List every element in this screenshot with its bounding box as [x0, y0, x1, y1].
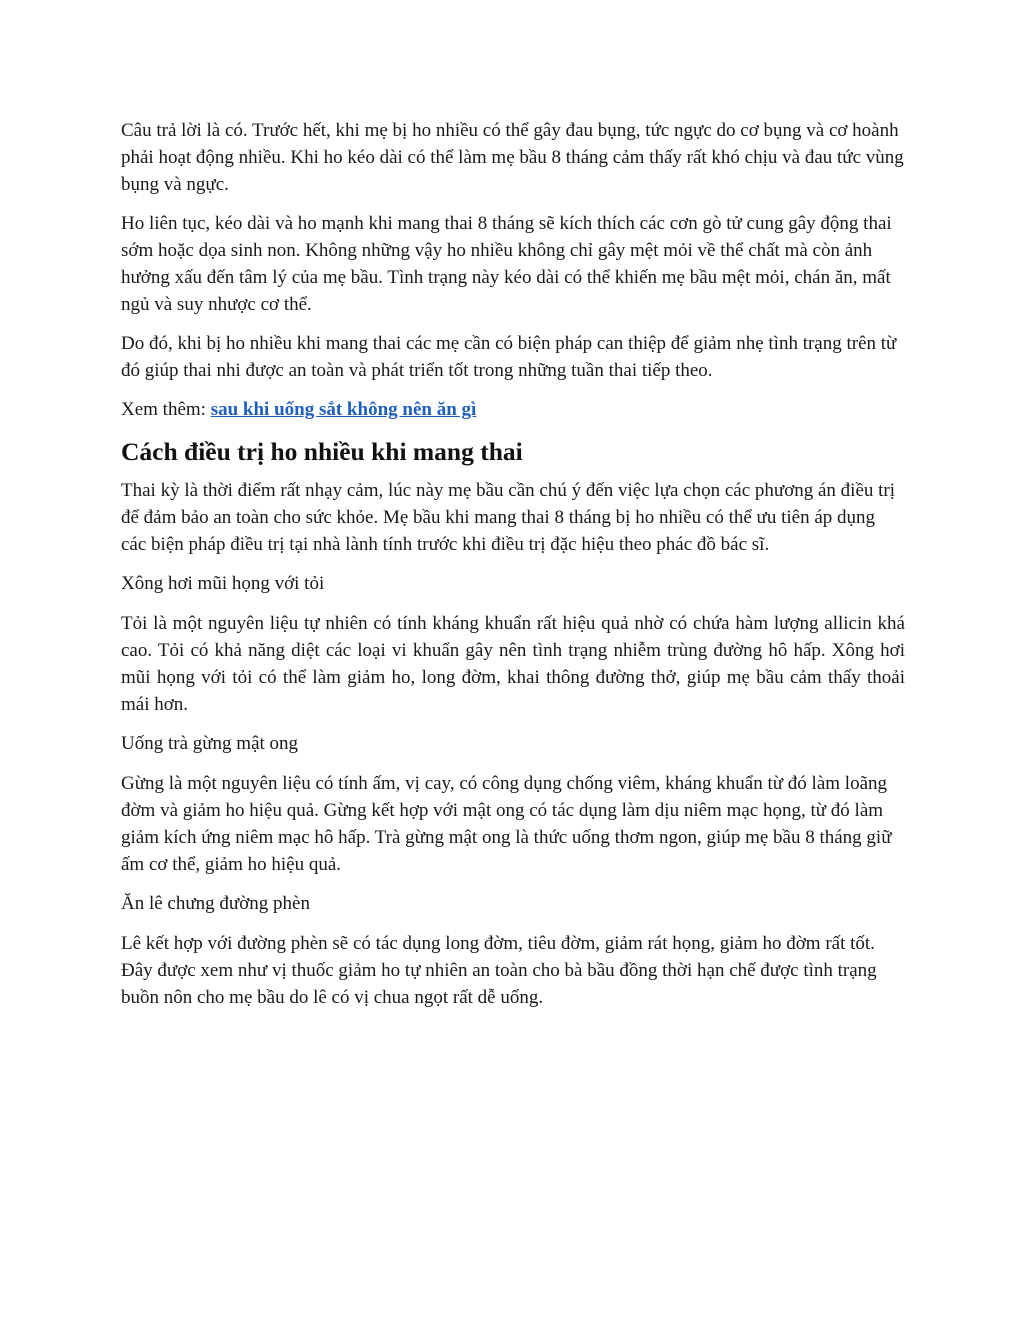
section-heading: Cách điều trị ho nhiều khi mang thai [121, 437, 523, 466]
subheading-ginger-tea: Uống trà gừng mật ong [121, 733, 299, 754]
paragraph-garlic: Tỏi là một nguyên liệu tự nhiên có tính kháng khuẩn rất hiệu quả nhờ có chứa hàm lượng allicin khá cao. Tỏi có khả năng diệt các loại vi khuẩn gây nên tình trạng nhiễm trùng đường hô hấp. Xông hơi mũi họng với tỏi có thể làm giảm ho, long đờm, khai thông đường thở, giúp mẹ bầu cảm thấy thoải mái hơn. [121, 613, 905, 715]
paragraph-treatment-intro: Thai kỳ là thời điểm rất nhạy cảm, lúc này mẹ bầu cần chú ý đến việc lựa chọn các phương án điều trị để đảm bảo an toàn cho sức khỏe. Mẹ bầu khi mang thai 8 tháng bị ho nhiều có thể ưu tiên áp dụng các biện pháp điều trị tại nhà lành tính trước khi điều trị đặc hiệu theo phác đồ bác sĩ. [121, 480, 896, 555]
paragraph-pear: Lê kết hợp với đường phèn sẽ có tác dụng long đờm, tiêu đờm, giảm rát họng, giảm ho đờm rất tốt. Đây được xem như vị thuốc giảm ho tự nhiên an toàn cho bà bầu đồng thời hạn chế được tình trạng buồn nôn cho mẹ bầu do lê có vị chua ngọt rất dễ uống. [121, 933, 877, 1008]
see-more-link[interactable]: sau khi uống sắt không nên ăn gì [210, 399, 477, 420]
see-more-line [121, 396, 905, 423]
subheading-garlic: Xông hơi mũi họng với tỏi [121, 573, 325, 594]
see-more-label: Xem thêm: [121, 399, 206, 420]
paragraph-risks: Ho liên tục, kéo dài và ho mạnh khi mang thai 8 tháng sẽ kích thích các cơn gò tử cung gây động thai sớm hoặc dọa sinh non. Không những vậy ho nhiều không chỉ gây mệt mỏi về thể chất mà còn ảnh hưởng xấu đến tâm lý của mẹ bầu. Tình trạng này kéo dài có thể khiến mẹ bầu mệt mỏi, chán ăn, mất ngủ và suy nhược cơ thể. [121, 213, 892, 315]
subheading-pear: Ăn lê chưng đường phèn [121, 893, 310, 914]
document-page [121, 117, 905, 1023]
paragraph-conclusion: Do đó, khi bị ho nhiều khi mang thai các mẹ cần có biện pháp can thiệp để giảm nhẹ tình trạng trên từ đó giúp thai nhi được an toàn và phát triển tốt trong những tuần thai tiếp theo. [121, 333, 897, 381]
paragraph-intro: Câu trả lời là có. Trước hết, khi mẹ bị ho nhiều có thể gây đau bụng, tức ngực do cơ bụng và cơ hoành phải hoạt động nhiều. Khi ho kéo dài có thể làm mẹ bầu 8 tháng cảm thấy rất khó chịu và đau tức vùng bụng và ngực. [121, 120, 904, 195]
paragraph-ginger-tea: Gừng là một nguyên liệu có tính ấm, vị cay, có công dụng chống viêm, kháng khuẩn từ đó làm loãng đờm và giảm ho hiệu quả. Gừng kết hợp với mật ong có tác dụng làm dịu niêm mạc họng, từ đó làm giảm kích ứng niêm mạc hô hấp. Trà gừng mật ong là thức uống thơm ngon, giúp mẹ bầu 8 tháng giữ ấm cơ thể, giảm ho hiệu quả. [121, 773, 892, 875]
